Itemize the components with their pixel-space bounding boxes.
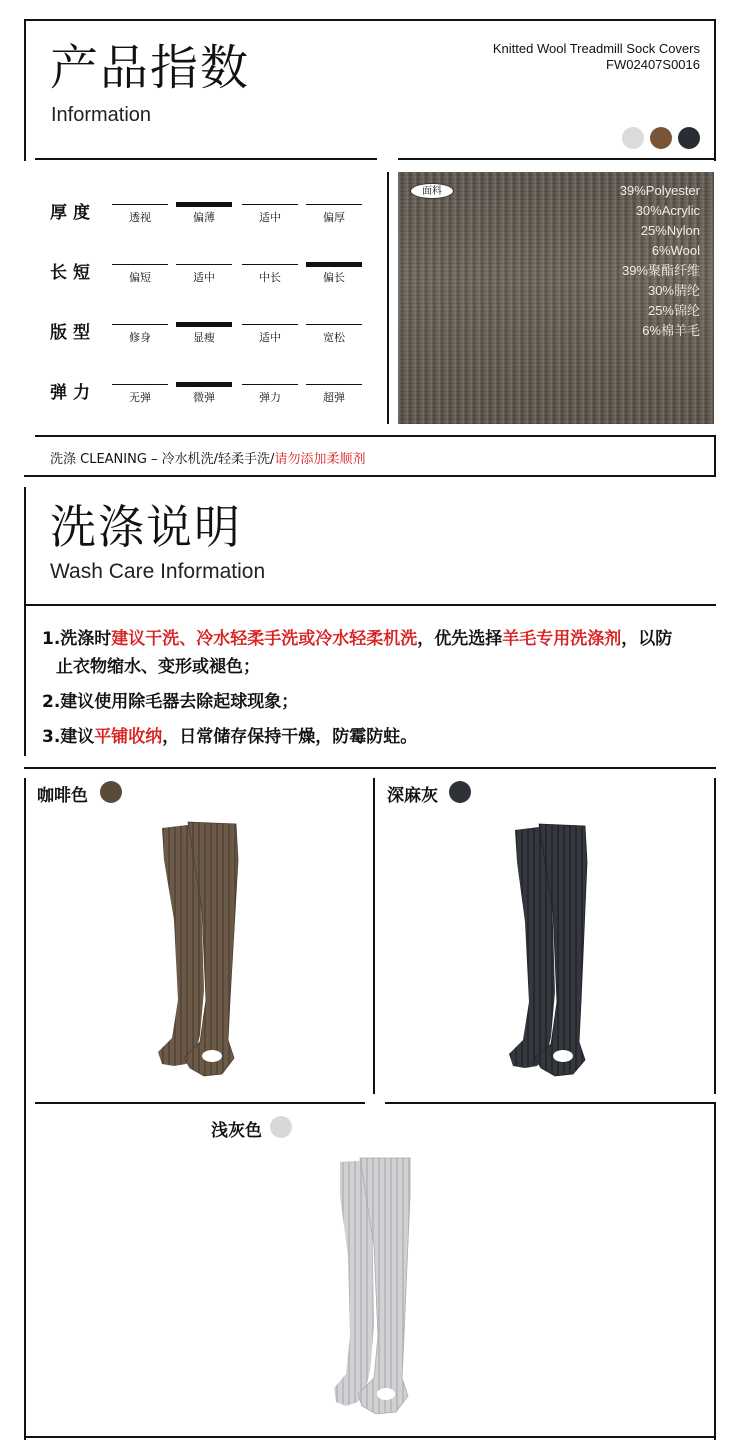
index-option-selected: 微弹 [176,384,232,404]
color-dot-dark-grey [678,127,700,149]
light-grey-socks-image [330,1156,420,1424]
left-border-wash [24,487,26,607]
wash-care-item-1: 1.洗涤时建议干洗、冷水轻柔手洗或冷水轻柔机洗，优先选择羊毛专用洗涤剂，以防 [42,629,673,649]
variant-light-grey-swatch [270,1116,292,1138]
composition-line: 25%Nylon [640,223,700,238]
variant-coffee-label: 咖啡色 [37,786,88,806]
right-border-top [714,19,716,161]
index-option: 偏短 [112,264,168,284]
variant-col-right-border [714,778,716,1094]
wash-list-bottom [24,767,716,769]
index-option: 透视 [112,204,168,224]
index-label-length: 长短 [50,263,96,283]
variant-coffee-swatch [100,781,122,803]
color-dot-light-grey [622,127,644,149]
dark-grey-socks-image [503,822,603,1086]
composition-line: 39%Polyester [619,183,700,198]
left-border-top [24,19,26,161]
index-option: 适中 [176,264,232,284]
composition-line: 6%Wool [651,243,700,258]
header-divider-right [398,158,716,160]
index-option: 无弹 [112,384,168,404]
fabric-swatch-image [398,172,714,424]
wash-care-subtitle: Wash Care Information [50,560,266,583]
variant-col-divider [373,778,375,1094]
variant-bottom-left-border [24,1102,26,1440]
composition-line: 6%棉羊毛 [642,323,700,338]
index-option: 超弹 [306,384,362,404]
cleaning-top-line [35,435,715,437]
page-bottom-line [24,1436,716,1438]
product-code: FW02407S0016 [606,57,700,72]
cleaning-warning: 请勿添加柔顺剂 [274,452,366,467]
wash-care-item-2: 2.建议使用除毛器去除起球现象； [42,692,299,712]
cleaning-bottom-line [24,475,716,477]
wash-care-item-1-cont: 止衣物缩水、变形或褪色； [56,657,260,677]
index-option-selected: 偏薄 [176,204,232,224]
composition-line: 25%锦纶 [647,303,700,318]
product-name: Knitted Wool Treadmill Sock Covers [492,41,700,56]
index-option: 弹力 [242,384,298,404]
index-option: 适中 [242,204,298,224]
index-label-fit: 版型 [50,323,96,343]
variant-row-divider-right [385,1102,715,1104]
index-option: 偏厚 [306,204,362,224]
left-border-wash-list [24,604,26,756]
cleaning-right-border [714,435,716,477]
index-option: 中长 [242,264,298,284]
variant-dark-grey-swatch [449,781,471,803]
wash-title-divider [24,604,716,606]
index-label-thickness: 厚度 [50,203,96,223]
cleaning-text: 洗涤 CLEANING – 冷水机洗/轻柔手洗/ [50,452,275,467]
composition-line: 39%聚酯纤维 [621,263,700,278]
header-divider-left [35,158,377,160]
index-option: 宽松 [306,324,362,344]
variant-dark-grey-label: 深麻灰 [387,786,438,806]
index-option-selected: 偏长 [306,264,362,284]
index-option-selected: 显瘦 [176,324,232,344]
variant-row-divider-left [35,1102,365,1104]
index-label-elasticity: 弹力 [50,383,96,403]
wash-care-title: 洗涤说明 [50,500,242,554]
top-border [24,19,716,21]
composition-line: 30%腈纶 [647,283,700,298]
fabric-tag: 面料 [410,183,454,199]
cleaning-instructions [50,448,365,467]
variant-bottom-right-border [714,1102,716,1440]
composition-line: 30%Acrylic [635,203,700,218]
wash-care-item-3: 3.建议平铺收纳，日常储存保持干燥，防霉防蛀。 [42,727,418,747]
index-fabric-divider [387,172,389,424]
index-option: 修身 [112,324,168,344]
page-title: 产品指数 [50,40,251,96]
variant-col-left-border [24,778,26,1108]
variant-light-grey-label: 浅灰色 [211,1121,262,1141]
color-dot-coffee [650,127,672,149]
coffee-socks-image [150,820,250,1086]
page-subtitle: Information [51,104,152,126]
index-option: 适中 [242,324,298,344]
